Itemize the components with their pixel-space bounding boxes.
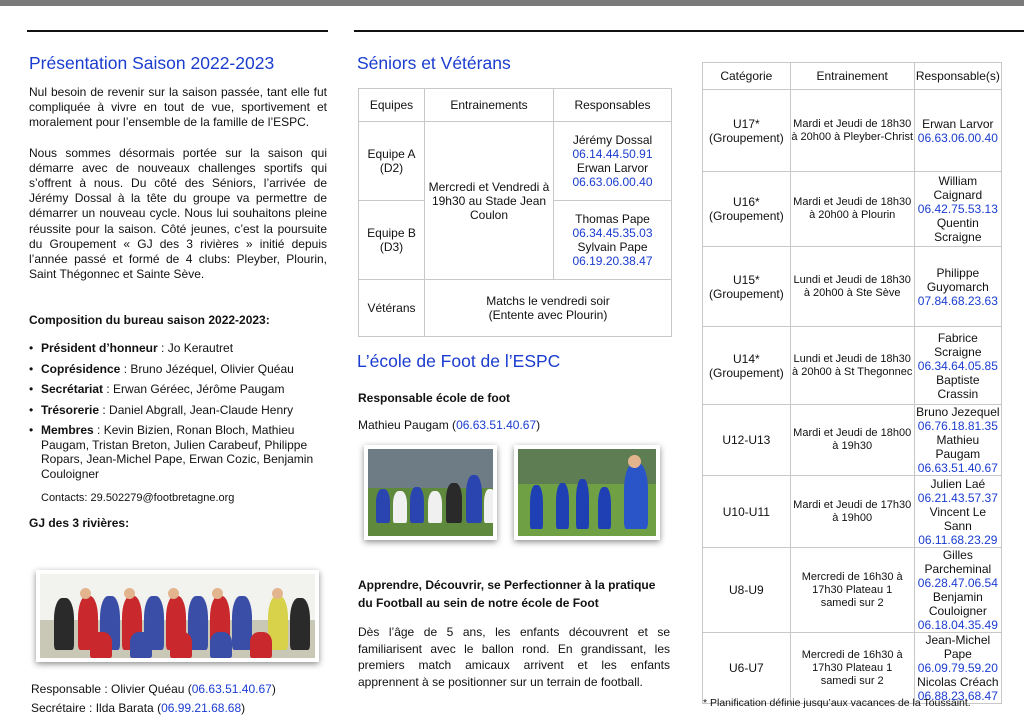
bureau-item: • Président d’honneur : Jo Kerautret	[29, 341, 327, 356]
school-motto: Apprendre, Découvrir, se Perfectionner à la pratique du Football au sein de notre école de Foot	[358, 578, 656, 610]
phone-link[interactable]: 06.11.68.23.29	[918, 532, 998, 547]
phone-link[interactable]: 06.63.06.00.40	[572, 175, 653, 189]
team-b: Equipe B (D3)	[359, 201, 425, 280]
responsables: William Caignard 06.42.75.53.13 Quentin Scraigne	[914, 172, 1001, 247]
responsables: Philippe Guyomarch 07.84.68.23.63	[914, 247, 1001, 327]
gj-contacts	[31, 682, 329, 716]
gj-responsable: Responsable : Olivier Quéau (06.63.51.40.67)	[31, 682, 276, 696]
seniors-title: Séniors et Vétérans	[357, 53, 511, 73]
phone-link[interactable]: 06.63.06.00.40	[917, 130, 998, 145]
school-resp: Mathieu Paugam (06.63.51.40.67)	[358, 418, 541, 432]
veterans-label: Vétérans	[359, 280, 425, 337]
youth-table	[702, 62, 1002, 704]
responsables: Erwan Larvor 06.63.06.00.40	[914, 90, 1001, 172]
right-rule	[354, 30, 1024, 32]
phone-link[interactable]: 06.21.43.57.37	[917, 490, 998, 505]
col-header: Entrainement	[790, 63, 914, 90]
phone-link[interactable]: 06.14.44.50.91	[572, 147, 653, 161]
gj-title: GJ des 3 rivières:	[29, 516, 130, 531]
category: U10-U11	[703, 476, 791, 548]
training: Lundi et Jeudi de 18h30 à 20h00 à St Thegonnec	[790, 327, 914, 405]
training: Mardi et Jeudi de 18h30 à 20h00 à Plourin	[790, 172, 914, 247]
phone-link[interactable]: 07.84.68.23.63	[917, 293, 998, 308]
responsables: Julien Laé 06.21.43.57.37 Vincent Le Sann 06.11.68.23.29	[914, 476, 1001, 548]
responsables: Bruno Jezequel 06.76.18.81.35 Mathieu Paugam 06.63.51.40.67	[916, 405, 1000, 475]
school-title: L’école de Foot de l’ESPC	[357, 351, 561, 371]
left-column	[29, 52, 327, 531]
col-header: Responsable(s)	[914, 63, 1001, 90]
phone-link[interactable]: 06.18.04.35.49	[917, 618, 998, 632]
table-row	[703, 548, 1002, 633]
phone-link[interactable]: 06.19.20.38.47	[572, 254, 653, 268]
contacts-email: Contacts: 29.502279@footbretagne.org	[41, 492, 235, 505]
phone-link[interactable]: 06.28.47.06.54	[917, 576, 998, 590]
bureau-item: • Secrétariat : Erwan Géréec, Jérôme Paugam	[29, 382, 327, 397]
responsables: Jean-Michel Pape 06.09.79.59.20 Nicolas Créach 06.88.23.68.47	[914, 633, 1001, 704]
team-b-responsables: Thomas Pape 06.34.45.35.03 Sylvain Pape 06.19.20.38.47	[554, 201, 672, 280]
school-photo-1	[364, 445, 497, 540]
col-header: Catégorie	[703, 63, 791, 90]
school-paragraph: Dès l’âge de 5 ans, les enfants découvrent et se familiarisent avec le ballon rond. En grandissant, les premiers match amicaux arrivent et les enfants apprennent à se positionner sur un terrain de football.	[358, 625, 670, 689]
phone-link[interactable]: 06.34.64.05.85	[917, 358, 998, 373]
col-header: Entrainements	[425, 89, 554, 122]
training: Mercredi de 16h30 à 17h30 Plateau 1 samedi sur 2	[790, 548, 914, 633]
gj-responsable-phone[interactable]: 06.63.51.40.67	[191, 682, 272, 696]
category: U8-U9	[703, 548, 791, 633]
team-a-responsables: Jérémy Dossal 06.14.44.50.91 Erwan Larvor 06.63.06.00.40	[554, 122, 672, 201]
category: U16* (Groupement)	[703, 172, 791, 247]
phone-link[interactable]: 06.76.18.81.35	[917, 419, 998, 433]
category: U14* (Groupement)	[703, 327, 791, 405]
table-row	[703, 405, 1002, 476]
table-row	[703, 172, 1002, 247]
intro-paragraph: Nul besoin de revenir sur la saison passée, tant elle fut compliquée à vivre en tout de vue, sportivement et moralement pour l’ensemble de la famille de l’ESPC.	[29, 85, 327, 130]
seniors-table	[358, 88, 672, 337]
gj-secretaire: Secrétaire : Ilda Barata (06.99.21.68.68)	[31, 701, 246, 715]
team-a: Equipe A (D2)	[359, 122, 425, 201]
school-resp-title: Responsable école de foot	[358, 391, 511, 405]
category: U6-U7	[703, 633, 791, 704]
left-rule	[27, 30, 328, 32]
table-row	[703, 90, 1002, 172]
col-header: Equipes	[359, 89, 425, 122]
responsables: Gilles Parcheminal 06.28.47.06.54 Benjamin Couloigner 06.18.04.35.49	[914, 548, 1001, 633]
top-border	[0, 0, 1024, 6]
school-resp-phone[interactable]: 06.63.51.40.67	[456, 418, 537, 432]
responsables: Fabrice Scraigne 06.34.64.05.85 Baptiste Crassin	[914, 327, 1001, 405]
training: Lundi et Jeudi de 18h30 à 20h00 à Ste Sève	[790, 247, 914, 327]
table-row	[703, 633, 1002, 704]
table-row	[703, 327, 1002, 405]
gj-secretaire-phone[interactable]: 06.99.21.68.68	[161, 701, 242, 715]
bureau-list	[29, 341, 327, 481]
col-header: Responsables	[554, 89, 672, 122]
table-row	[703, 247, 1002, 327]
table-row	[703, 476, 1002, 548]
seniors-training: Mercredi et Vendredi à 19h30 au Stade Jean Coulon	[425, 122, 554, 280]
bureau-title: Composition du bureau saison 2022-2023:	[29, 313, 270, 328]
team-photo-gj	[36, 570, 319, 662]
training: Mardi et Jeudi de 17h30 à 19h00	[790, 476, 914, 548]
phone-link[interactable]: 06.63.51.40.67	[917, 461, 998, 475]
season-title: Présentation Saison 2022-2023	[29, 53, 275, 73]
bureau-item: • Coprésidence : Bruno Jézéquel, Olivier Quéau	[29, 362, 327, 377]
planning-note: * Planification définie jusqu’aux vacances de la Toussaint.	[703, 697, 971, 709]
category: U12-U13	[703, 405, 791, 476]
training: Mercredi de 16h30 à 17h30 Plateau 1 samedi sur 2	[790, 633, 914, 704]
veterans-info: Matchs le vendredi soir (Entente avec Plourin)	[425, 280, 672, 337]
phone-link[interactable]: 06.88.23.68.47	[917, 689, 998, 703]
season-paragraph: Nous sommes désormais portée sur la saison qui démarre avec de nouveaux challenges sportifs qui s’offrent à nous. Du côté des Séniors, l’arrivée de Jérémy Dossal à la tête du groupe va permettre de démarrer un nouveau cycle. Nous lui souhaitons pleine réussite pour la saison. Côté jeunes, c’est la poursuite du Groupement « GJ des 3 rivières » initié depuis l’année passé et formé de 4 clubs: Pleyber, Plourin, Saint Thégonnec et Sainte Sève.	[29, 145, 327, 282]
phone-link[interactable]: 06.34.45.35.03	[572, 226, 653, 240]
category: U17* (Groupement)	[703, 90, 791, 172]
phone-link[interactable]: 06.42.75.53.13	[917, 202, 998, 216]
bureau-item: • Trésorerie : Daniel Abgrall, Jean-Claude Henry	[29, 403, 327, 418]
school-photo-2	[514, 445, 660, 540]
category: U15* (Groupement)	[703, 247, 791, 327]
training: Mardi et Jeudi de 18h00 à 19h30	[790, 405, 914, 476]
training: Mardi et Jeudi de 18h30 à 20h00 à Pleyber-Christ	[790, 90, 914, 172]
phone-link[interactable]: 06.09.79.59.20	[917, 661, 998, 675]
bureau-item: • Membres : Kevin Bizien, Ronan Bloch, Mathieu Paugam, Tristan Breton, Julien Carabeuf, Philippe Ropars, Jean-Michel Pape, Erwan Cozic, Benjamin Couloigner	[29, 423, 327, 481]
